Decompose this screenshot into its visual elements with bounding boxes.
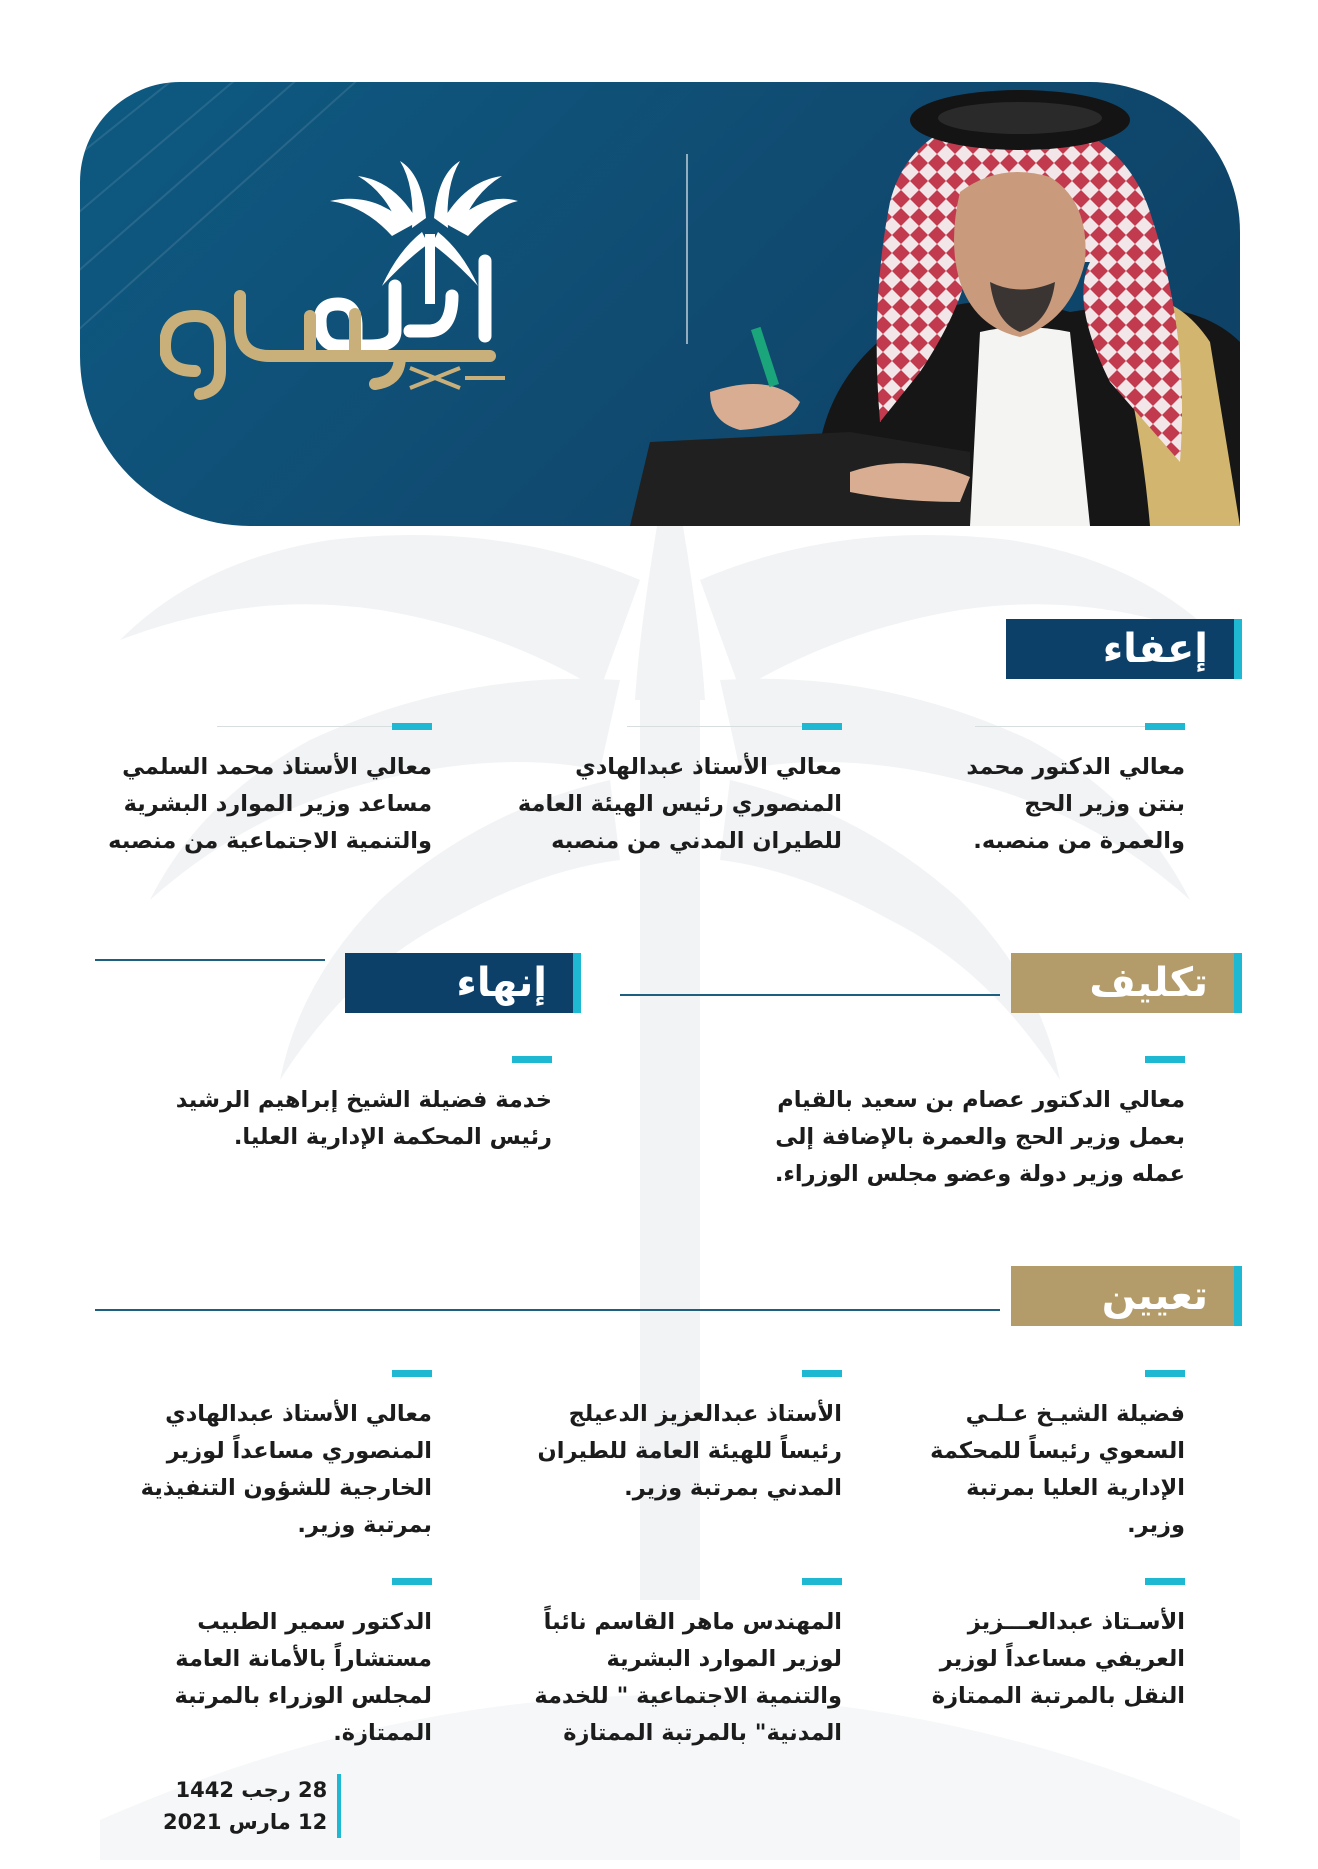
issue-date xyxy=(163,1774,327,1838)
section-label-assignment xyxy=(1011,953,1234,1013)
item-text: المهندس ماهر القاسم نائباً لوزير الموارد البشرية والتنمية الاجتماعية " للخدمة المدنية" بالمرتبة الممتازة xyxy=(534,1609,842,1746)
item-text: معالي الدكتور عصام بن سعيد بالقيام بعمل وزير الحج والعمرة بالإضافة إلى عمله وزير دولة وعضو مجلس الوزراء. xyxy=(774,1087,1185,1187)
exemption-item-2 xyxy=(505,723,842,860)
header-banner xyxy=(80,82,1240,526)
gregorian-date: 12 مارس 2021 xyxy=(163,1810,328,1834)
item-text: معالي الأستاذ محمد السلمي مساعد وزير الموارد البشرية والتنمية الاجتماعية من منصبه xyxy=(108,754,432,854)
section-label-termination xyxy=(345,953,573,1013)
exemption-item-1 xyxy=(945,723,1185,860)
item-text: الأستاذ عبدالعزيز الدعيلج رئيساً للهيئة العامة للطيران المدني بمرتبة وزير. xyxy=(537,1401,842,1501)
king-portrait-image xyxy=(550,82,1240,526)
item-text: خدمة فضيلة الشيخ إبراهيم الرشيد رئيس المحكمة الإدارية العليا. xyxy=(175,1087,552,1150)
appointment-item-5 xyxy=(520,1578,842,1752)
date-accent xyxy=(337,1774,341,1838)
appointment-item-2 xyxy=(505,1370,842,1507)
section-title: إنهاء xyxy=(456,960,547,1006)
appointment-item-4 xyxy=(925,1578,1185,1715)
appointment-item-1 xyxy=(905,1370,1185,1544)
item-text: الأسـتاذ عبدالعـــزيز العريفي مساعداً لوزير النقل بالمرتبة الممتازة xyxy=(931,1609,1185,1709)
assignment-item-1 xyxy=(720,1056,1185,1193)
exemption-item-3 xyxy=(95,723,432,860)
section-divider xyxy=(620,994,1000,996)
section-divider xyxy=(95,1309,1000,1311)
royal-orders-logo xyxy=(160,156,520,406)
appointment-item-3 xyxy=(95,1370,432,1544)
section-title: إعفاء xyxy=(1102,626,1208,672)
appointment-item-6 xyxy=(95,1578,432,1752)
item-text: معالي الأستاذ عبدالهادي المنصوري رئيس الهيئة العامة للطيران المدني من منصبه xyxy=(517,754,842,854)
termination-item-1 xyxy=(160,1056,552,1156)
palm-logo-icon xyxy=(160,156,520,406)
item-text: معالي الأستاذ عبدالهادي المنصوري مساعداً لوزير الخارجية للشؤون التنفيذية بمرتبة وزير. xyxy=(140,1401,432,1538)
item-text: الدكتور سمير الطبيب مستشاراً بالأمانة العامة لمجلس الوزراء بالمرتبة الممتازة. xyxy=(174,1609,432,1746)
section-label-exemption xyxy=(1006,619,1234,679)
label-accent xyxy=(573,953,581,1013)
label-accent xyxy=(1234,619,1242,679)
section-title: تعيين xyxy=(1101,1273,1208,1319)
label-accent xyxy=(1234,1266,1242,1326)
item-text: معالي الدكتور محمد بنتن وزير الحج والعمرة من منصبه. xyxy=(966,754,1185,854)
section-label-appointment xyxy=(1011,1266,1234,1326)
label-accent xyxy=(1234,953,1242,1013)
item-text: فضيلة الشيـخ عـلـي السعوي رئيساً للمحكمة الإدارية العليا بمرتبة وزير. xyxy=(930,1401,1185,1538)
section-divider xyxy=(95,959,325,961)
hijri-date: 28 رجب 1442 xyxy=(175,1778,328,1802)
section-title: تكليف xyxy=(1089,960,1208,1006)
